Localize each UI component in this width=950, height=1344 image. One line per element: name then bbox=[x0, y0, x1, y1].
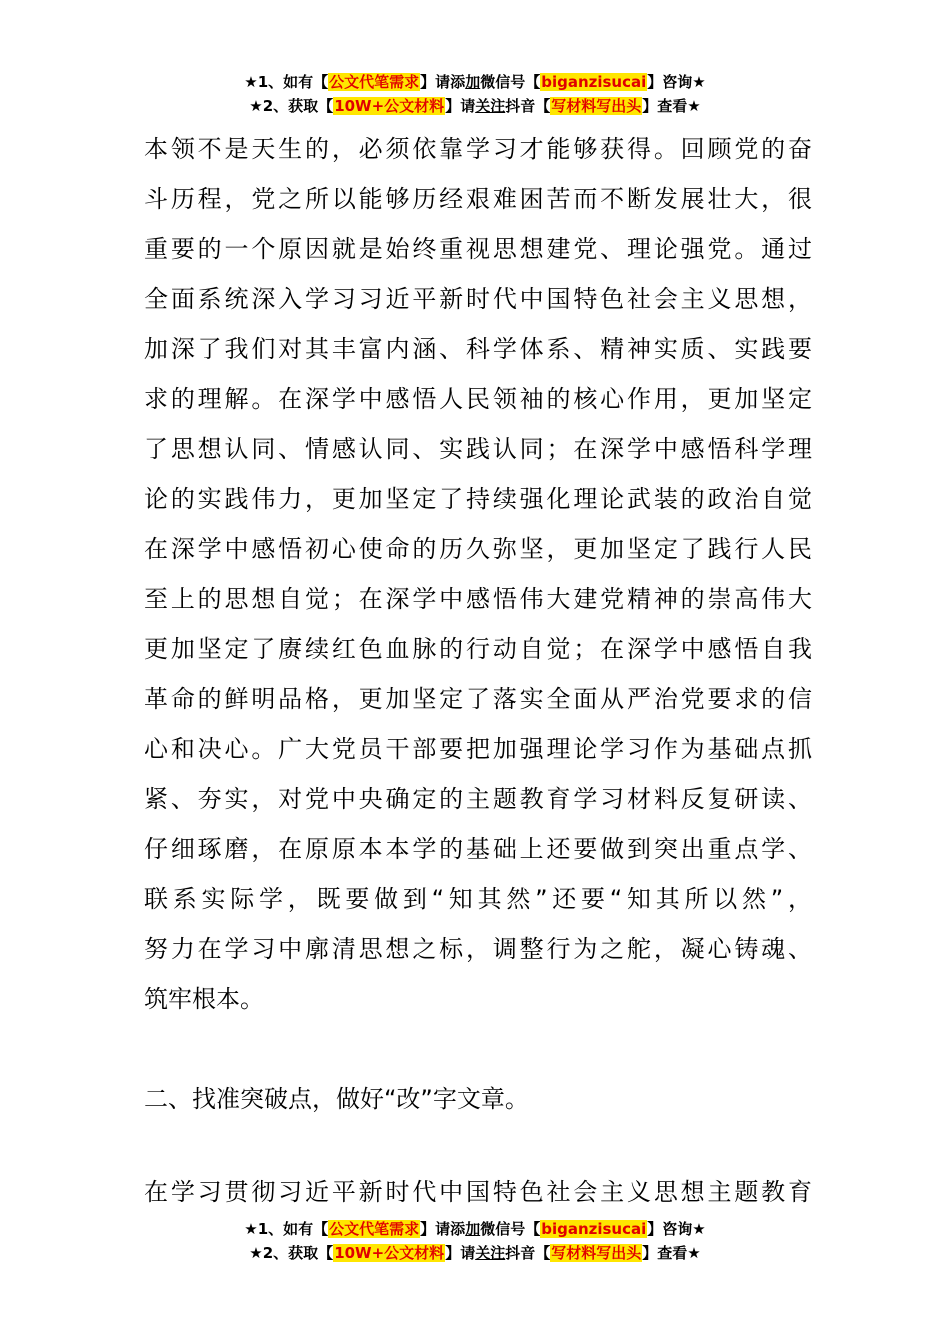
underlined-text: 加 bbox=[465, 1220, 481, 1238]
banner-text: ★2、获取【 bbox=[249, 97, 334, 115]
wechat-id: biganzisucai bbox=[541, 1220, 647, 1238]
banner-text: 】查看★ bbox=[642, 97, 701, 115]
text-line: 论的实践伟力，更加坚定了持续强化理论武装的政治自觉 bbox=[144, 485, 812, 513]
banner-line-1 bbox=[0, 70, 950, 94]
banner-text: 微信号【 bbox=[480, 73, 541, 91]
banner-line-2 bbox=[0, 1241, 950, 1265]
text-line: 至上的思想自觉；在深学中感悟伟大建党精神的崇高伟大 bbox=[144, 585, 812, 613]
section-heading: 二、找准突破点，做好“改”字文章。 bbox=[144, 1085, 529, 1113]
underlined-text: 加 bbox=[465, 73, 481, 91]
text-line: 紧、夯实，对党中央确定的主题教育学习材料反复研读、 bbox=[144, 785, 812, 813]
text-line: 联系实际学，既要做到“知其然”还要“知其所以然”， bbox=[144, 885, 812, 913]
text-line: 了思想认同、情感认同、实践认同；在深学中感悟科学理 bbox=[144, 435, 812, 463]
footer-banner bbox=[0, 1217, 950, 1265]
douyin-account: 写材料写出头 bbox=[551, 1244, 642, 1262]
banner-text: ★1、如有【 bbox=[244, 1220, 329, 1238]
paragraph-gap bbox=[144, 1024, 812, 1074]
highlight-text: 公文代笔需求 bbox=[329, 1220, 420, 1238]
banner-text: 微信号【 bbox=[480, 1220, 541, 1238]
banner-line-1 bbox=[0, 1217, 950, 1241]
underlined-text: 关注 bbox=[475, 1244, 506, 1262]
text-line: 重要的一个原因就是始终重视思想建党、理论强党。通过 bbox=[144, 235, 812, 263]
underlined-text: 关注 bbox=[475, 97, 506, 115]
text-line: 心和决心。广大党员干部要把加强理论学习作为基础点抓 bbox=[144, 735, 812, 763]
banner-text: 】请 bbox=[445, 1244, 476, 1262]
wechat-id: biganzisucai bbox=[541, 73, 647, 91]
banner-line-2 bbox=[0, 94, 950, 118]
banner-text: 】查看★ bbox=[642, 1244, 701, 1262]
paragraph-last-line: 筑牢根本。 bbox=[144, 985, 264, 1013]
text-line: 在深学中感悟初心使命的历久弥坚，更加坚定了践行人民 bbox=[144, 535, 812, 563]
banner-text: ★1、如有【 bbox=[244, 73, 329, 91]
highlight-text: 公文代笔需求 bbox=[329, 73, 420, 91]
banner-text: 】咨询★ bbox=[647, 1220, 706, 1238]
text-line: 努力在学习中廓清思想之标，调整行为之舵，凝心铸魂、 bbox=[144, 935, 812, 963]
text-line: 本领不是天生的，必须依靠学习才能够获得。回顾党的奋 bbox=[144, 135, 812, 163]
next-paragraph-line: 在学习贯彻习近平新时代中国特色社会主义思想主题教育 bbox=[144, 1178, 812, 1206]
text-line: 求的理解。在深学中感悟人民领袖的核心作用，更加坚定 bbox=[144, 385, 812, 413]
text-line: 全面系统深入学习习近平新时代中国特色社会主义思想， bbox=[144, 285, 812, 313]
banner-text: ★2、获取【 bbox=[249, 1244, 334, 1262]
text-line: 更加坚定了赓续红色血脉的行动自觉；在深学中感悟自我 bbox=[144, 635, 812, 663]
banner-text: 】请添 bbox=[420, 1220, 466, 1238]
highlight-text: 10W+公文材料 bbox=[334, 1244, 445, 1262]
text-line: 加深了我们对其丰富内涵、科学体系、精神实质、实践要 bbox=[144, 335, 812, 363]
header-banner bbox=[0, 70, 950, 118]
text-line: 仔细琢磨，在原原本本学的基础上还要做到突出重点学、 bbox=[144, 835, 812, 863]
text-line: 斗历程，党之所以能够历经艰难困苦而不断发展壮大，很 bbox=[144, 185, 812, 213]
banner-text: 抖音【 bbox=[505, 97, 551, 115]
document-body bbox=[144, 124, 812, 1174]
banner-text: 】咨询★ bbox=[647, 73, 706, 91]
douyin-account: 写材料写出头 bbox=[551, 97, 642, 115]
highlight-text: 10W+公文材料 bbox=[334, 97, 445, 115]
banner-text: 】请 bbox=[445, 97, 476, 115]
banner-text: 】请添 bbox=[420, 73, 466, 91]
banner-text: 抖音【 bbox=[505, 1244, 551, 1262]
text-line: 革命的鲜明品格，更加坚定了落实全面从严治党要求的信 bbox=[144, 685, 812, 713]
